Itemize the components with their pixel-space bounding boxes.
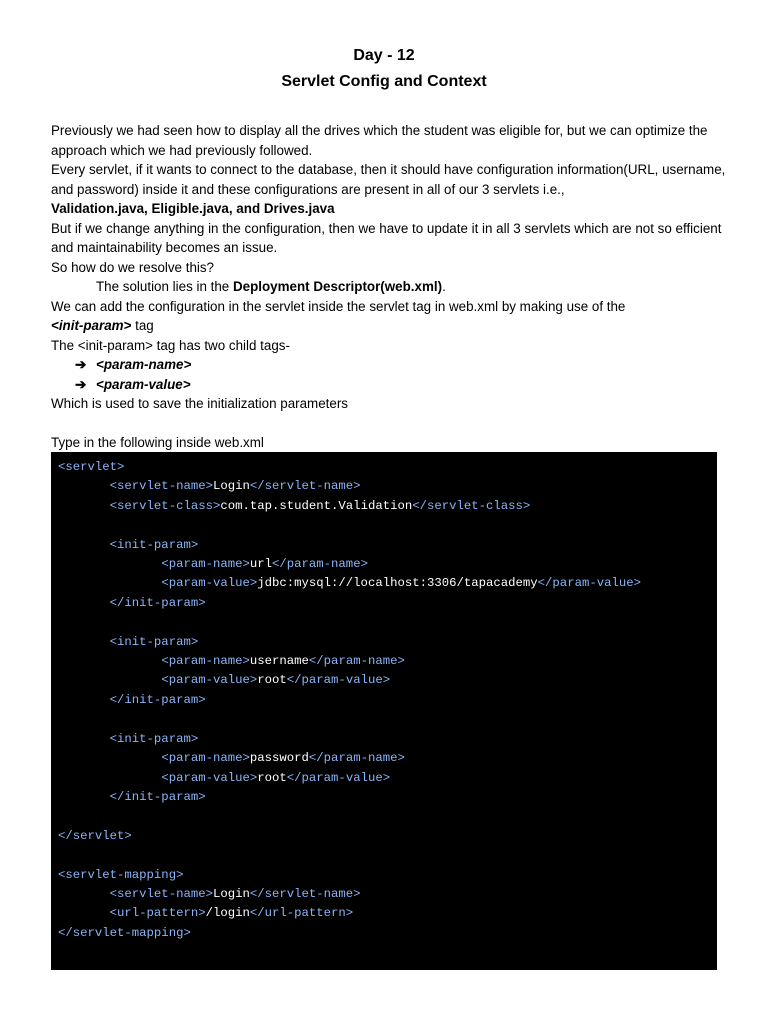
init-param-tag-bold: <init-param> <box>51 318 132 333</box>
paragraph-init-params-purpose: Which is used to save the initialization parameters <box>51 396 348 411</box>
paragraph-question: So how do we resolve this? <box>51 259 215 275</box>
paragraph-code-intro: Type in the following inside web.xml <box>51 435 264 450</box>
document-body <box>51 121 731 453</box>
bullet-param-name <box>51 355 731 375</box>
paragraph-intro: Previously we had seen how to display all the drives which the student was eligible for, but we can optimize the approach which we had previously followed. <box>51 123 708 158</box>
solution-prefix: The solution lies in the <box>96 279 233 294</box>
day-heading: Day - 12 <box>353 47 415 64</box>
servlet-files-bold: Validation.java, Eligible.java, and Drives.java <box>51 201 335 216</box>
paragraph-configuration: Every servlet, if it wants to connect to the database, then it should have configuration information(URL, username, and password) inside it and these configurations are present in all of our 3 servlets i.e., <box>51 162 726 197</box>
paragraph-maintainability: But if we change anything in the configuration, then we have to update it in all 3 servlets which are not so efficient and maintainability becomes an issue. <box>51 220 722 255</box>
arrow-icon: ➔ <box>75 376 87 392</box>
code-block <box>51 452 717 970</box>
bullet-label: <param-value> <box>96 376 191 392</box>
paragraph-init-param-usage: We can add the configuration in the servlet inside the servlet tag in web.xml by making use of the <box>51 298 626 314</box>
arrow-icon: ➔ <box>75 357 87 372</box>
init-param-tag-suffix: tag <box>131 318 154 333</box>
paragraph-solution <box>51 277 731 297</box>
code-content: <servlet> <servlet-name>Login</servlet-name> <servlet-class>com.tap.student.Validation</servlet-class> <init-param> <param-name>url</param-name> <param-value>jdbc:mysql://localhost:3306/tapacademy</param-value> </init-param> <init-param> <param-name>username</param-name> <param-value>root</param-value> </init-param> <init-param> <param-name>password</param-name> <param-value>root</param-value> </init-param> </servlet> <servlet-mapping> <servlet-name>Login</servlet-name> <url-pattern>/login</url-pattern> </servlet-mapping> <box>58 460 641 940</box>
paragraph-child-tags: The <init-param> tag has two child tags- <box>51 337 290 353</box>
deployment-descriptor-bold: Deployment Descriptor(web.xml) <box>232 279 443 294</box>
bullet-param-value <box>51 375 731 395</box>
blank-line <box>51 414 731 434</box>
bullet-label: <param-name> <box>96 357 192 372</box>
init-param-tag-line <box>51 316 731 336</box>
page-title: Servlet Config and Context <box>281 73 487 90</box>
solution-suffix: . <box>442 279 446 294</box>
servlet-file-list <box>51 199 731 219</box>
